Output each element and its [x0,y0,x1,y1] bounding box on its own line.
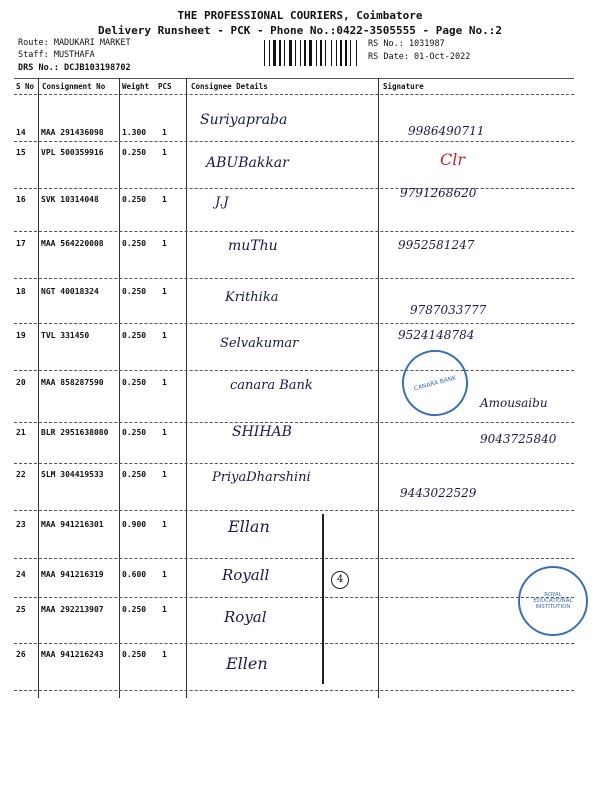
row-divider [14,510,574,511]
row-pcs: 1 [162,470,167,479]
row-pcs: 1 [162,128,167,137]
row-consignment-no: SVK 10314048 [41,195,99,204]
row-sno: 26 [16,650,26,659]
row-signature-handwritten: 9986490711 [408,124,485,138]
row-divider [14,278,574,279]
row-weight: 0.250 [122,239,147,248]
row-pcs: 1 [162,520,167,529]
row-consignment-no: MAA 941216319 [41,570,104,579]
row-pcs: 1 [162,378,167,387]
row-consignee-handwritten: Royal [224,608,267,626]
row-consignment-no: MAA 941216301 [41,520,104,529]
row-divider [14,323,574,324]
row-divider [14,422,574,423]
row-consignee-handwritten: Royall [222,566,270,584]
row-consignee-handwritten: Ellan [228,517,270,536]
row-pcs: 1 [162,605,167,614]
row-weight: 0.600 [122,570,147,579]
circled-count: 4 [331,571,349,589]
row-divider [14,463,574,464]
row-weight: 0.250 [122,650,147,659]
row-sno: 15 [16,148,26,157]
col-rule [378,78,379,698]
company-title: THE PROFESSIONAL COURIERS, Coimbatore [177,9,423,22]
row-sno: 23 [16,520,26,529]
row-divider [14,188,574,189]
row-pcs: 1 [162,195,167,204]
row-signature-handwritten: 9787033777 [410,303,487,317]
row-divider [14,141,574,142]
row-consignment-no: MAA 858287590 [41,378,104,387]
row-divider [14,231,574,232]
bank-stamp-text: CANARA BANK [413,373,457,393]
school-stamp-text: ROYAL EDUCATIONAL INSTITUTION [533,592,573,610]
col-weight: Weight [122,82,150,91]
rs-no-label: RS No.: 1031987 [368,39,445,49]
row-weight: 0.250 [122,428,147,437]
row-weight: 0.250 [122,331,147,340]
row-consignment-no: SLM 304419533 [41,470,104,479]
row-signature-handwritten: 9524148784 [398,328,475,342]
row-weight: 0.900 [122,520,147,529]
row-pcs: 1 [162,331,167,340]
row-signature-handwritten: Amousaibu [480,396,548,410]
row-signature-handwritten: 9043725840 [480,432,557,446]
row-consignment-no: TVL 331450 [41,331,90,340]
row-pcs: 1 [162,239,167,248]
row-consignee-handwritten: SHIHAB [232,424,292,440]
row-weight: 0.250 [122,470,147,479]
row-sno: 18 [16,287,26,296]
row-consignment-no: MAA 941216243 [41,650,104,659]
row-consignee-handwritten: ABUBakkar [206,155,289,171]
row-signature-handwritten: 9952581247 [398,238,475,252]
route-label: Route: MADUKARI MARKET [18,38,131,48]
row-sno: 20 [16,378,26,387]
row-sno: 25 [16,605,26,614]
row-pcs: 1 [162,650,167,659]
header-top-rule [14,78,574,79]
row-consignee-handwritten: J.J [215,195,229,210]
row-consignment-no: BLR 2951638080 [41,428,109,437]
col-rule [186,78,187,698]
row-weight: 0.250 [122,148,147,157]
runsheet-title: Delivery Runsheet - PCK - Phone No.:0422-3505555 - Page No.:2 [98,24,502,37]
col-consignee: Consignee Details [191,82,268,91]
row-signature-handwritten: 9791268620 [400,186,477,200]
row-weight: 0.250 [122,195,147,204]
bank-stamp [395,343,476,424]
row-weight: 0.250 [122,605,147,614]
barcode-image [264,40,362,66]
col-consignment: Consignment No [42,82,106,91]
row-pcs: 1 [162,148,167,157]
row-consignee-handwritten: PriyaDharshini [212,470,311,485]
row-pcs: 1 [162,428,167,437]
row-weight: 0.250 [122,287,147,296]
row-consignee-handwritten: muThu [228,238,278,254]
row-consignment-no: MAA 292213907 [41,605,104,614]
col-sno: S No [16,82,35,91]
row-consignment-no: MAA 564220008 [41,239,104,248]
row-sno: 22 [16,470,26,479]
row-signature-handwritten: Clr [440,150,466,169]
row-sno: 21 [16,428,26,437]
hand-bracket [312,514,324,684]
row-divider [14,597,574,598]
row-consignee-handwritten: Ellen [226,654,268,673]
header-bottom-rule [14,94,574,95]
row-sno: 24 [16,570,26,579]
staff-label: Staff: MUSTHAFA [18,50,95,60]
col-pcs: PCS [158,82,172,91]
row-divider [14,690,574,691]
row-divider [14,643,574,644]
row-consignment-no: VPL 500359916 [41,148,104,157]
row-sno: 16 [16,195,26,204]
row-consignee-handwritten: Selvakumar [220,336,299,351]
row-consignee-handwritten: Suriyapraba [200,112,288,128]
col-signature: Signature [383,82,424,91]
row-consignment-no: MAA 291436098 [41,128,104,137]
rs-date-label: RS Date: 01-Oct-2022 [368,52,471,62]
row-pcs: 1 [162,570,167,579]
row-signature-handwritten: 9443022529 [400,486,477,500]
row-divider [14,558,574,559]
row-sno: 17 [16,239,26,248]
row-weight: 0.250 [122,378,147,387]
row-consignee-handwritten: canara Bank [230,378,313,393]
row-sno: 19 [16,331,26,340]
col-rule [38,78,39,698]
col-rule [119,78,120,698]
row-consignee-handwritten: Krithika [225,290,279,305]
row-divider [14,370,574,371]
row-consignment-no: NGT 40018324 [41,287,99,296]
drs-label: DRS No.: DCJB103198702 [18,63,131,73]
row-weight: 1.300 [122,128,147,137]
school-stamp [518,566,588,636]
row-pcs: 1 [162,287,167,296]
row-sno: 14 [16,128,26,137]
